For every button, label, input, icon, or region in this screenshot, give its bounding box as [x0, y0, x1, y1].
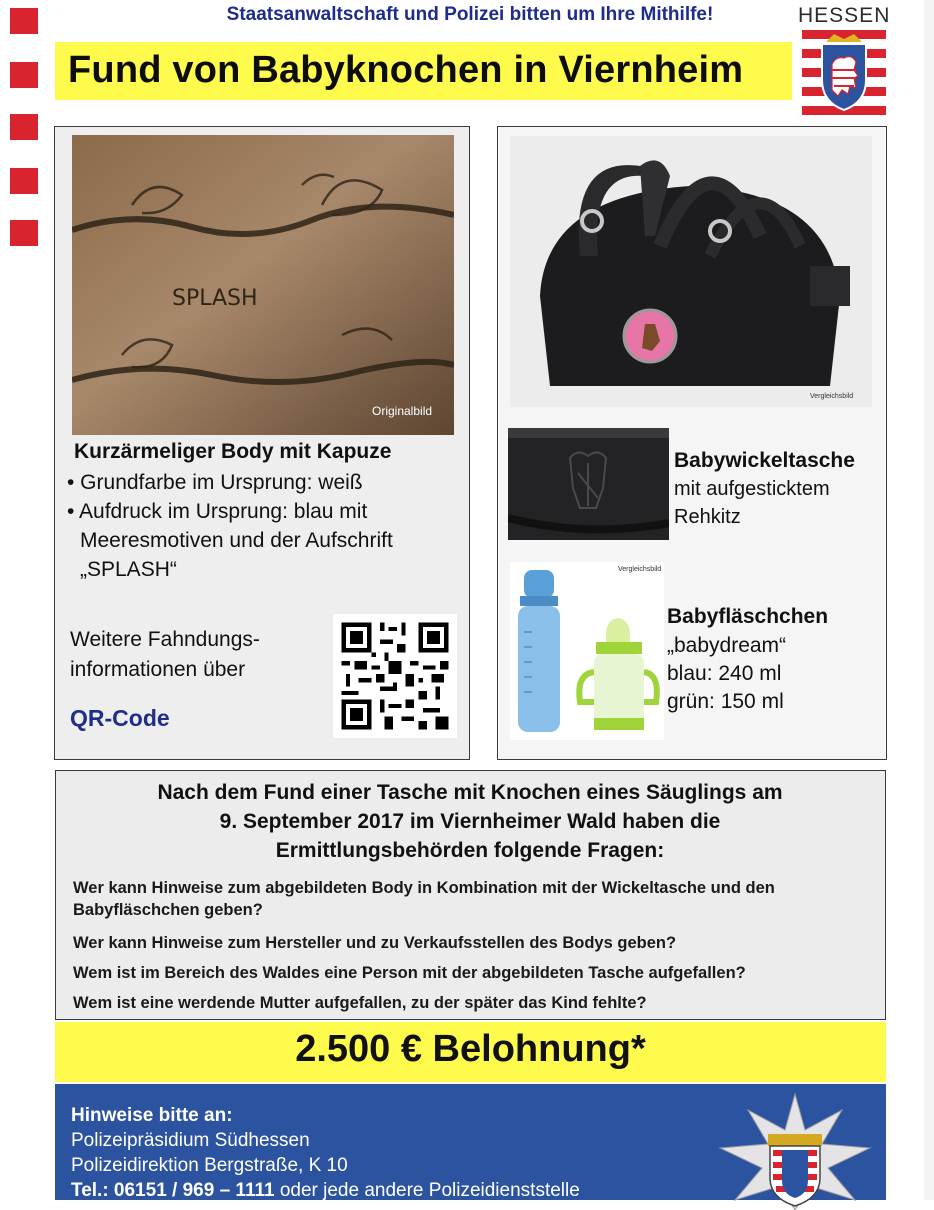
bottle-photo-caption: Vergleichsbild [618, 566, 662, 573]
more-info-line2: informationen über [70, 658, 246, 681]
body-bullet-print: • Aufdruck im Ursprung: blau mit [67, 500, 368, 523]
page-title: Fund von Babyknochen in Viernheim [68, 49, 744, 91]
header-topline: Staatsanwaltschaft und Polizei bitten um Ihre Mithilfe! [226, 4, 714, 25]
bottle-green-volume: grün: 150 ml [667, 690, 784, 713]
contact-phone-suffix: oder jede andere Polizeidienststelle [274, 1180, 580, 1201]
bottle-brand: „babydream“ [667, 634, 787, 657]
question-2: Wer kann Hinweise zum Hersteller und zu Verkaufsstellen des Bodys geben? [73, 934, 677, 952]
body-bullet-color: • Grundfarbe im Ursprung: weiß [67, 471, 363, 494]
police-star-icon [710, 1090, 880, 1210]
contact-line1: Polizeipräsidium Südhessen [71, 1130, 310, 1151]
red-stripe-decoration [0, 0, 38, 260]
wickel-title: Babywickeltasche [674, 449, 855, 472]
splash-print-text: SPLASH [172, 286, 258, 311]
question-3: Wem ist im Bereich des Waldes eine Person mit der abgebildeten Tasche aufgefallen? [73, 964, 746, 982]
contact-line2: Polizeidirektion Bergstraße, K 10 [71, 1155, 348, 1176]
bottles-photo [510, 562, 664, 740]
question-4: Wem ist eine werdende Mutter aufgefallen, zu der später das Kind fehlte? [73, 994, 647, 1012]
contact-phone[interactable]: Tel.: 06151 / 969 – 1111 [71, 1180, 275, 1201]
contact-heading: Hinweise bitte an: [71, 1105, 233, 1126]
more-info-line1: Weitere Fahndungs- [70, 628, 260, 651]
hessen-coat-of-arms-icon [802, 30, 886, 116]
hessen-wordmark: HESSEN [798, 4, 891, 27]
more-info-text [70, 625, 320, 685]
questions-heading-line2: 9. September 2017 im Viernheimer Wald haben die [219, 810, 721, 833]
original-photo-caption: Originalbild [372, 404, 433, 418]
questions-heading [100, 778, 840, 865]
page-scrollbar[interactable] [924, 0, 934, 1200]
bag-photo [510, 136, 872, 407]
body-bullet-print-line2: Meeresmotiven und der Aufschrift [80, 529, 393, 552]
bag-embroidery-photo [508, 428, 669, 540]
questions-heading-line1: Nach dem Fund einer Tasche mit Knochen eines Säuglings am [157, 781, 783, 804]
reward-amount: 2.500 € Belohnung* [295, 1028, 646, 1070]
contact-phone-line [71, 1180, 580, 1202]
bag-photo-caption: Vergleichsbild [810, 393, 854, 400]
body-title: Kurzärmeliger Body mit Kapuze [74, 440, 392, 463]
qr-code-label: QR-Code [70, 705, 170, 731]
fabric-photo [72, 135, 454, 435]
bottle-title: Babyfläschchen [667, 605, 829, 628]
bottle-blue-volume: blau: 240 ml [667, 662, 782, 685]
qr-code[interactable] [333, 614, 457, 738]
question-1: Wer kann Hinweise zum abgebildeten Body in Kombination mit der Wickeltasche und den Babyfläschchen geben? [73, 879, 775, 919]
body-bullet-print-line3: „SPLASH“ [80, 558, 177, 581]
wickel-line1: mit aufgesticktem [674, 478, 830, 500]
wickel-line2: Rehkitz [674, 506, 741, 528]
questions-heading-line3: Ermittlungsbehörden folgende Fragen: [275, 839, 665, 862]
